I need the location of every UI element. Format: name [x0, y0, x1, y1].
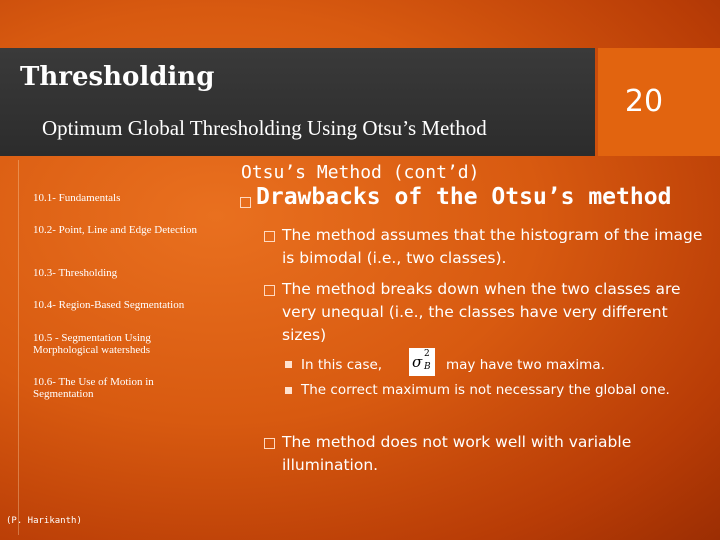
slide-subtitle: Optimum Global Thresholding Using Otsu’s Method — [42, 116, 487, 140]
section-heading: Otsu’s Method (cont’d) — [241, 162, 480, 183]
formula-symbol: σ — [412, 353, 423, 371]
sub-bullet-icon — [285, 361, 292, 368]
main-bullet-icon — [240, 197, 251, 208]
subpoint-case-suffix: may have two maxima. — [446, 357, 605, 373]
formula-superscript: 2 — [424, 349, 430, 359]
toc-item-fundamentals[interactable]: 10.1- Fundamentals — [33, 192, 121, 204]
main-bullet-text: Drawbacks of the Otsu’s method — [256, 184, 672, 210]
page-number-badge — [598, 48, 720, 156]
toc-item-motion[interactable]: 10.6- The Use of Motion in Segmentation — [33, 376, 154, 400]
point-unequal-classes: The method breaks down when the two classes are very unequal (i.e., the classes have very different sizes) — [282, 280, 681, 344]
toc-item-region-based[interactable]: 10.4- Region-Based Segmentation — [33, 299, 185, 311]
sub-bullet-icon — [285, 387, 292, 394]
toc-item-point-line-edge[interactable]: 10.2- Point, Line and Edge Detection — [33, 224, 198, 236]
point-bimodal: The method assumes that the histogram of the image is bimodal (i.e., two classes). — [282, 226, 703, 267]
slide-title: Thresholding — [20, 62, 215, 92]
bullet-icon — [264, 285, 275, 296]
formula-subscript: B — [424, 362, 431, 372]
toc-item-watersheds[interactable]: 10.5 - Segmentation Using Morphological watersheds — [33, 332, 151, 356]
point-illumination: The method does not work well with variable illumination. — [282, 433, 632, 474]
title-bar — [0, 48, 595, 156]
author-credit: (P. Harikanth) — [6, 516, 82, 526]
subpoint-case-prefix: In this case, — [301, 357, 383, 373]
sigma-b-squared-formula — [409, 348, 435, 376]
page-number: 20 — [624, 84, 664, 119]
toc-item-thresholding[interactable]: 10.3- Thresholding — [33, 267, 118, 279]
bullet-icon — [264, 231, 275, 242]
subpoint-global-maximum: The correct maximum is not necessary the global one. — [301, 382, 670, 398]
bullet-icon — [264, 438, 275, 449]
